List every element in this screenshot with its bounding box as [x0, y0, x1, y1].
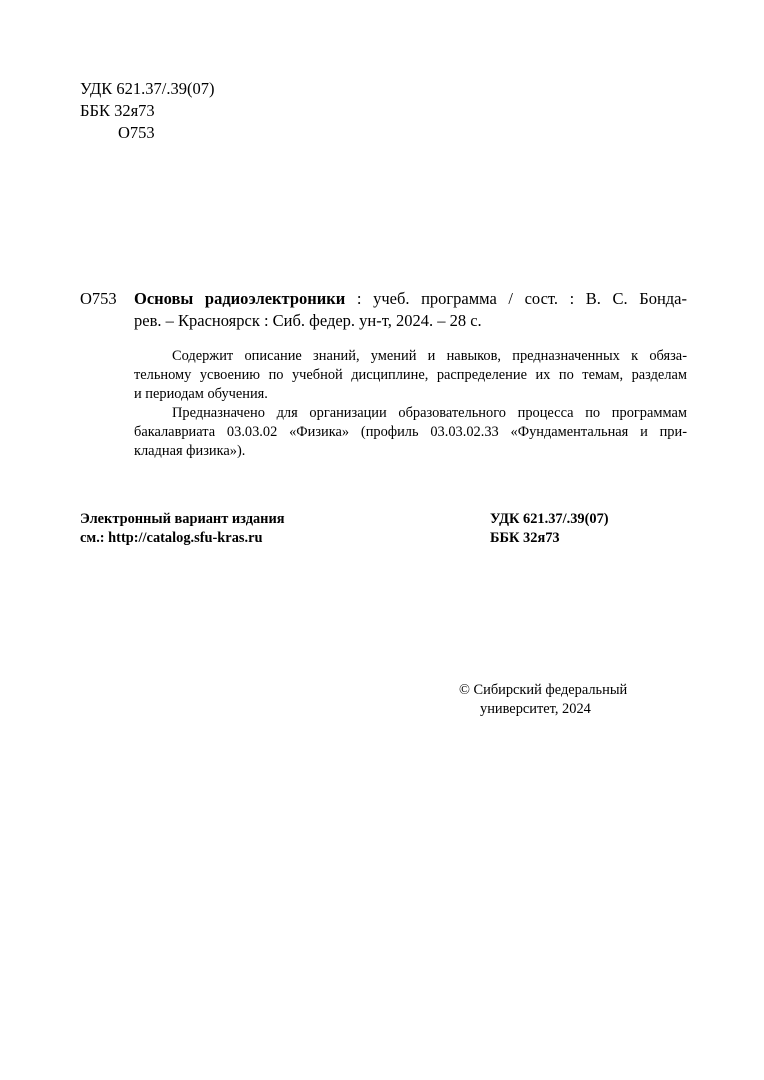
- top-classification-codes: [80, 78, 214, 144]
- biblio-author-sign: О753: [80, 289, 117, 308]
- copyright-notice: [459, 681, 627, 719]
- bbk-code: ББК 32я73: [80, 101, 155, 120]
- catalog-link[interactable]: см.: http://catalog.sfu-kras.ru: [80, 530, 263, 546]
- biblio-line-2: рев. – Красноярск : Сиб. федер. ун-т, 2024. – 28 с.: [134, 311, 482, 330]
- bottom-classification-codes: [490, 510, 609, 548]
- annotation-line: и периодам обучения.: [134, 386, 268, 402]
- biblio-line-1: [134, 288, 687, 310]
- udk-code-bottom: УДК 621.37/.39(07): [490, 511, 609, 527]
- udk-code: УДК 621.37/.39(07): [80, 79, 215, 98]
- copyright-line-1: © Сибирский федеральный: [459, 682, 628, 698]
- copyright-line-2: университет, 2024: [480, 701, 591, 717]
- bbk-code-bottom: ББК 32я73: [490, 530, 560, 546]
- annotation-line: Содержит описание знаний, умений и навыков, предназначенных к обяза-: [172, 348, 687, 364]
- electronic-version-note: [80, 510, 285, 548]
- annotation-line: кладная физика»).: [134, 443, 246, 459]
- book-title: Основы радиоэлектроники: [134, 289, 346, 308]
- annotation-line: бакалавриата 03.03.02 «Физика» (профиль 03.03.02.33 «Фундаментальная и при-: [134, 424, 687, 440]
- annotation-line: тельному усвоению по учебной дисциплине, распределение их по темам, разделам: [134, 367, 687, 383]
- annotation-line: Предназначено для организации образовательного процесса по программам: [172, 405, 687, 421]
- biblio-description: [134, 288, 687, 332]
- biblio-line-1-rest: : учеб. программа / сост. : В. С. Бонда-: [345, 289, 687, 308]
- author-sign: О753: [118, 123, 155, 142]
- electronic-version-label: Электронный вариант издания: [80, 511, 285, 527]
- annotation: [134, 347, 687, 461]
